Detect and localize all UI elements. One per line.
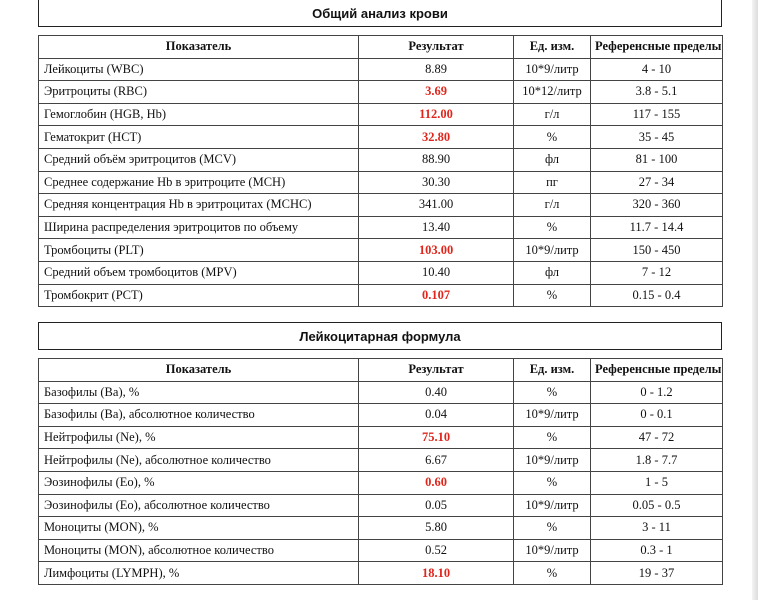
result-value: 0.40 xyxy=(359,381,514,404)
result-value: 3.69 xyxy=(359,81,514,104)
unit-value: фл xyxy=(514,261,591,284)
result-value: 341.00 xyxy=(359,194,514,217)
parameter-name: Эритроциты (RBC) xyxy=(39,81,359,104)
reference-range: 0.05 - 0.5 xyxy=(591,494,723,517)
unit-value: г/л xyxy=(514,194,591,217)
table-row xyxy=(39,494,723,517)
unit-value: пг xyxy=(514,171,591,194)
unit-value: фл xyxy=(514,148,591,171)
result-value: 32.80 xyxy=(359,126,514,149)
reference-range: 11.7 - 14.4 xyxy=(591,216,723,239)
header-result: Результат xyxy=(359,359,514,382)
parameter-name: Нейтрофилы (Ne), абсолютное количество xyxy=(39,449,359,472)
reference-range: 0 - 0.1 xyxy=(591,404,723,427)
reference-range: 35 - 45 xyxy=(591,126,723,149)
table-row xyxy=(39,81,723,104)
table-row xyxy=(39,562,723,585)
reference-range: 27 - 34 xyxy=(591,171,723,194)
parameter-name: Гемоглобин (HGB, Hb) xyxy=(39,103,359,126)
unit-value: 10*9/литр xyxy=(514,539,591,562)
result-value: 0.60 xyxy=(359,471,514,494)
result-value: 0.04 xyxy=(359,404,514,427)
unit-value: 10*9/литр xyxy=(514,494,591,517)
result-value: 75.10 xyxy=(359,426,514,449)
header-parameter: Показатель xyxy=(39,36,359,59)
unit-value: 10*9/литр xyxy=(514,404,591,427)
unit-value: г/л xyxy=(514,103,591,126)
unit-value: 10*9/литр xyxy=(514,58,591,81)
table-row xyxy=(39,194,723,217)
result-value: 103.00 xyxy=(359,239,514,262)
table-row xyxy=(39,171,723,194)
reference-range: 0.3 - 1 xyxy=(591,539,723,562)
table-row xyxy=(39,449,723,472)
section-title-cbc: Общий анализ крови xyxy=(38,0,722,27)
reference-range: 47 - 72 xyxy=(591,426,723,449)
parameter-name: Средний объем тромбоцитов (MPV) xyxy=(39,261,359,284)
header-unit: Ед. изм. xyxy=(514,359,591,382)
reference-range: 19 - 37 xyxy=(591,562,723,585)
table-header-row xyxy=(39,359,723,382)
reference-range: 4 - 10 xyxy=(591,58,723,81)
result-value: 112.00 xyxy=(359,103,514,126)
parameter-name: Лимфоциты (LYMPH), % xyxy=(39,562,359,585)
parameter-name: Моноциты (MON), абсолютное количество xyxy=(39,539,359,562)
reference-range: 117 - 155 xyxy=(591,103,723,126)
result-value: 18.10 xyxy=(359,562,514,585)
parameter-name: Средняя концентрация Hb в эритроцитах (MCHC) xyxy=(39,194,359,217)
table-row xyxy=(39,539,723,562)
unit-value: % xyxy=(514,381,591,404)
parameter-name: Эозинофилы (Eo), % xyxy=(39,471,359,494)
reference-range: 0 - 1.2 xyxy=(591,381,723,404)
result-value: 5.80 xyxy=(359,517,514,540)
reference-range: 3.8 - 5.1 xyxy=(591,81,723,104)
parameter-name: Среднее содержание Hb в эритроците (MCH) xyxy=(39,171,359,194)
table-row xyxy=(39,517,723,540)
reference-range: 3 - 11 xyxy=(591,517,723,540)
unit-value: 10*9/литр xyxy=(514,239,591,262)
result-value: 6.67 xyxy=(359,449,514,472)
result-value: 10.40 xyxy=(359,261,514,284)
reference-range: 81 - 100 xyxy=(591,148,723,171)
parameter-name: Ширина распределения эритроцитов по объему xyxy=(39,216,359,239)
header-reference: Референсные пределы xyxy=(591,359,723,382)
unit-value: 10*9/литр xyxy=(514,449,591,472)
table-row xyxy=(39,239,723,262)
table-row xyxy=(39,471,723,494)
result-value: 8.89 xyxy=(359,58,514,81)
result-value: 30.30 xyxy=(359,171,514,194)
reference-range: 1.8 - 7.7 xyxy=(591,449,723,472)
reference-range: 7 - 12 xyxy=(591,261,723,284)
table-row xyxy=(39,426,723,449)
table-row xyxy=(39,58,723,81)
unit-value: % xyxy=(514,426,591,449)
parameter-name: Средний объём эритроцитов (MCV) xyxy=(39,148,359,171)
parameter-name: Эозинофилы (Eo), абсолютное количество xyxy=(39,494,359,517)
parameter-name: Моноциты (MON), % xyxy=(39,517,359,540)
page-edge-shadow xyxy=(752,0,758,600)
table-row xyxy=(39,284,723,307)
unit-value: % xyxy=(514,284,591,307)
table-row xyxy=(39,126,723,149)
header-result: Результат xyxy=(359,36,514,59)
parameter-name: Тромбокрит (PCT) xyxy=(39,284,359,307)
reference-range: 1 - 5 xyxy=(591,471,723,494)
table-row xyxy=(39,148,723,171)
header-parameter: Показатель xyxy=(39,359,359,382)
reference-range: 320 - 360 xyxy=(591,194,723,217)
result-value: 0.107 xyxy=(359,284,514,307)
result-value: 88.90 xyxy=(359,148,514,171)
unit-value: % xyxy=(514,126,591,149)
parameter-name: Базофилы (Ba), абсолютное количество xyxy=(39,404,359,427)
parameter-name: Тромбоциты (PLT) xyxy=(39,239,359,262)
unit-value: 10*12/литр xyxy=(514,81,591,104)
unit-value: % xyxy=(514,562,591,585)
unit-value: % xyxy=(514,471,591,494)
table-row xyxy=(39,261,723,284)
header-reference: Референсные пределы xyxy=(591,36,723,59)
parameter-name: Лейкоциты (WBC) xyxy=(39,58,359,81)
leukocyte-formula-table xyxy=(38,358,723,585)
table-row xyxy=(39,216,723,239)
unit-value: % xyxy=(514,216,591,239)
result-value: 13.40 xyxy=(359,216,514,239)
table-row xyxy=(39,404,723,427)
table-header-row xyxy=(39,36,723,59)
reference-range: 150 - 450 xyxy=(591,239,723,262)
parameter-name: Базофилы (Ba), % xyxy=(39,381,359,404)
cbc-results-table xyxy=(38,35,723,307)
parameter-name: Нейтрофилы (Ne), % xyxy=(39,426,359,449)
result-value: 0.05 xyxy=(359,494,514,517)
unit-value: % xyxy=(514,517,591,540)
header-unit: Ед. изм. xyxy=(514,36,591,59)
parameter-name: Гематокрит (HCT) xyxy=(39,126,359,149)
section-title-leukocyte-formula: Лейкоцитарная формула xyxy=(38,322,722,350)
table-row xyxy=(39,381,723,404)
result-value: 0.52 xyxy=(359,539,514,562)
reference-range: 0.15 - 0.4 xyxy=(591,284,723,307)
table-row xyxy=(39,103,723,126)
